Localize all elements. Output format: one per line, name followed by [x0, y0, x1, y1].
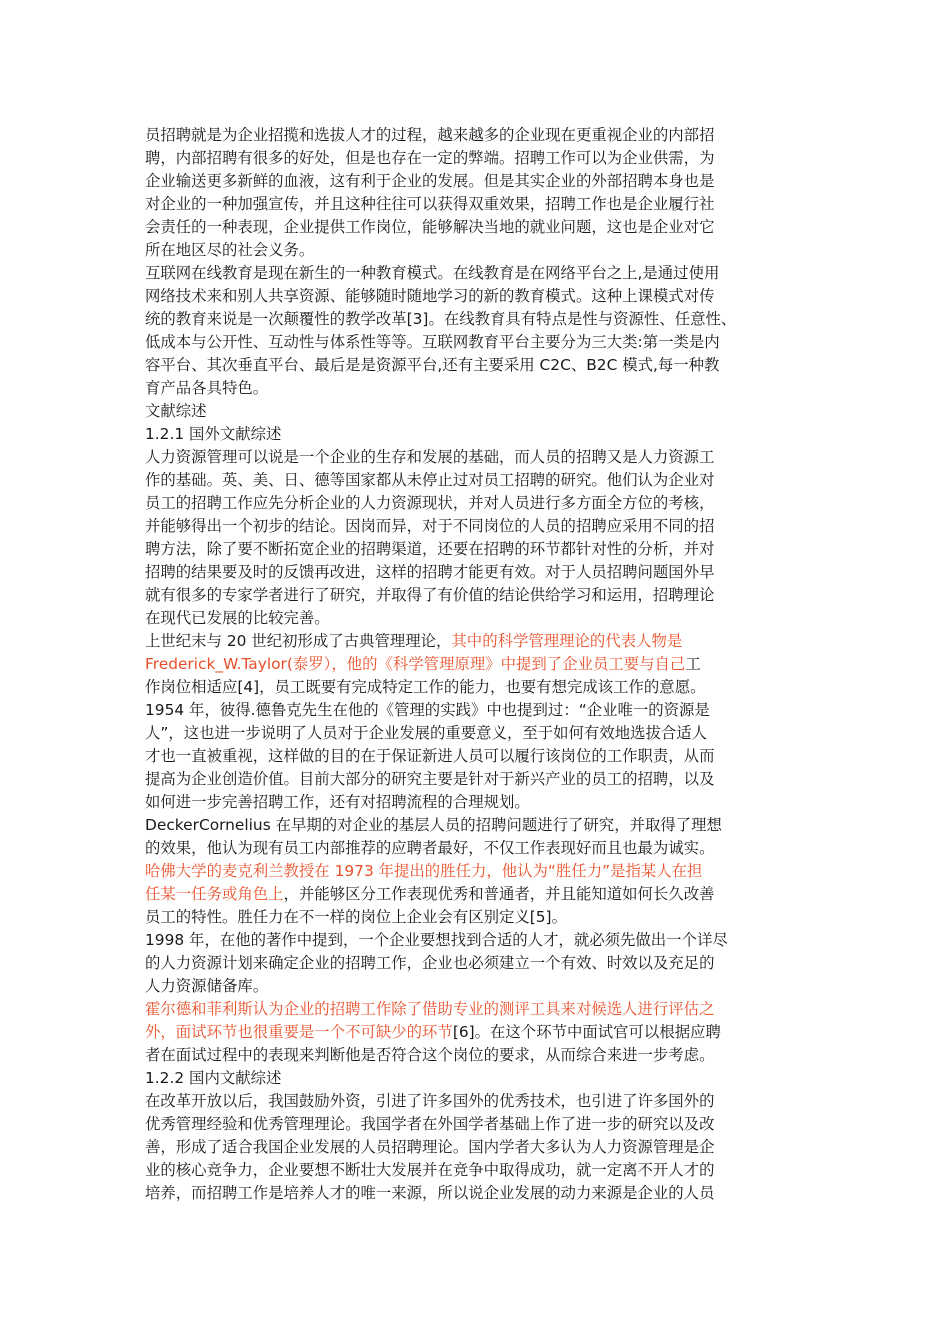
- body-text: 聘，内部招聘有很多的好处，但是也存在一定的弊端。招聘工作可以为企业供需，为: [145, 149, 715, 167]
- highlighted-text: 霍尔德和菲利斯认为企业的招聘工作除了借助专业的测评工具来对候选人进行评估之: [145, 1000, 715, 1018]
- text-line: [145, 906, 807, 929]
- text-line: [145, 354, 807, 377]
- body-text: 优秀管理经验和优秀管理理论。我国学者在外国学者基础上作了进一步的研究以及改: [145, 1115, 715, 1133]
- text-line: [145, 1044, 807, 1067]
- text-line: [145, 722, 807, 745]
- body-text: 会责任的一种表现，企业提供工作岗位，能够解决当地的就业问题，这也是企业对它: [145, 218, 715, 236]
- body-text: 培养，而招聘工作是培养人才的唯一来源，所以说企业发展的动力来源是企业的人员: [145, 1184, 715, 1202]
- text-line: [145, 814, 807, 837]
- body-text: 上世纪末与 20 世纪初形成了古典管理理论，: [145, 632, 452, 650]
- body-text: 如何进一步完善招聘工作，还有对招聘流程的合理规划。: [145, 793, 530, 811]
- body-text: DeckerCornelius 在早期的对企业的基层人员的招聘问题进行了研究，并取得了理想: [145, 816, 722, 834]
- text-line: [145, 124, 807, 147]
- text-line: [145, 584, 807, 607]
- body-text: 互联网在线教育是现在新生的一种教育模式。在线教育是在网络平台之上,是通过使用: [145, 264, 720, 282]
- body-text: 统的教育来说是一次颠覆性的教学改革[3]。在线教育具有特点是性与资源性、任意性、: [145, 310, 737, 328]
- body-text: 所在地区尽的社会义务。: [145, 241, 315, 259]
- document-page: [145, 124, 807, 1205]
- text-line: [145, 446, 807, 469]
- body-text: 员工的特性。胜任力在不一样的岗位上企业会有区别定义[5]。: [145, 908, 567, 926]
- text-line: [145, 377, 807, 400]
- text-line: [145, 1113, 807, 1136]
- body-text: 善，形成了适合我国企业发展的人员招聘理论。国内学者大多认为人力资源管理是企: [145, 1138, 715, 1156]
- body-text: 并能够得出一个初步的结论。因岗而异，对于不同岗位的人员的招聘应采用不同的招: [145, 517, 715, 535]
- body-text: 就有很多的专家学者进行了研究，并取得了有价值的结论供给学习和运用，招聘理论: [145, 586, 715, 604]
- highlighted-text: 任某一任务或角色上: [145, 885, 284, 903]
- body-text: 在现代已发展的比较完善。: [145, 609, 330, 627]
- text-line: [145, 308, 807, 331]
- body-text: 容平台、其次垂直平台、最后是是资源平台,还有主要采用 C2C、B2C 模式,每一种教: [145, 356, 720, 374]
- text-line: [145, 1182, 807, 1205]
- body-text: 作的基础。英、美、日、德等国家都从未停止过对员工招聘的研究。他们认为企业对: [145, 471, 715, 489]
- body-text: 员工的招聘工作应先分析企业的人力资源现状，并对人员进行多方面全方位的考核，: [145, 494, 715, 512]
- text-line: [145, 883, 807, 906]
- text-line: [145, 745, 807, 768]
- body-text: 人”，这也进一步说明了人员对于企业发展的重要意义，至于如何有效地选拔合适人: [145, 724, 708, 742]
- text-line: [145, 929, 807, 952]
- text-line: [145, 285, 807, 308]
- highlighted-text: Frederick_W.Taylor(泰罗），他的《科学管理原理》中提到了企业员工要与自己: [145, 655, 686, 673]
- text-line: [145, 262, 807, 285]
- body-text: 1.2.1 国外文献综述: [145, 425, 282, 443]
- text-line: [145, 699, 807, 722]
- text-line: [145, 515, 807, 538]
- body-text: 1998 年，在他的著作中提到，一个企业要想找到合适的人才，就必须先做出一个详尽: [145, 931, 728, 949]
- text-line: [145, 998, 807, 1021]
- text-line: [145, 860, 807, 883]
- text-line: [145, 607, 807, 630]
- body-text: 人力资源储备库。: [145, 977, 269, 995]
- text-line: [145, 239, 807, 262]
- body-text: [6]。在这个环节中面试官可以根据应聘: [452, 1023, 721, 1041]
- text-line: [145, 538, 807, 561]
- text-line: [145, 676, 807, 699]
- body-text: 业的核心竞争力，企业要想不断壮大发展并在竞争中取得成功，就一定离不开人才的: [145, 1161, 715, 1179]
- body-text: 1.2.2 国内文献综述: [145, 1069, 282, 1087]
- body-text: 作岗位相适应[4]，员工既要有完成特定工作的能力，也要有想完成该工作的意愿。: [145, 678, 706, 696]
- highlighted-text: 其中的科学管理理论的代表人物是: [451, 632, 683, 650]
- body-text: 聘方法，除了要不断拓宽企业的招聘渠道，还要在招聘的环节都针对性的分析，并对: [145, 540, 715, 558]
- highlighted-text: 哈佛大学的麦克利兰教授在 1973 年提出的胜任力，他认为“胜任力”是指某人在担: [145, 862, 703, 880]
- text-line: [145, 492, 807, 515]
- body-text: 企业输送更多新鲜的血液，这有利于企业的发展。但是其实企业的外部招聘本身也是: [145, 172, 715, 190]
- text-line: [145, 952, 807, 975]
- body-text: 招聘的结果要及时的反馈再改进，这样的招聘才能更有效。对于人员招聘问题国外早: [145, 563, 715, 581]
- body-text: 文献综述: [145, 402, 207, 420]
- text-line: [145, 1090, 807, 1113]
- body-text: 提高为企业创造价值。目前大部分的研究主要是针对于新兴产业的员工的招聘，以及: [145, 770, 715, 788]
- text-line: [145, 423, 807, 446]
- body-text: 网络技术来和别人共享资源、能够随时随地学习的新的教育模式。这种上课模式对传: [145, 287, 715, 305]
- text-line: [145, 1067, 807, 1090]
- body-text: 1954 年，彼得.德鲁克先生在他的《管理的实践》中也提到过：“企业唯一的资源是: [145, 701, 710, 719]
- text-line: [145, 653, 807, 676]
- body-text: 育产品各具特色。: [145, 379, 269, 397]
- body-text: ，并能够区分工作表现优秀和普通者，并且能知道如何长久改善: [283, 885, 715, 903]
- body-text: 员招聘就是为企业招揽和选拔人才的过程，越来越多的企业现在更重视企业的内部招: [145, 126, 715, 144]
- text-line: [145, 331, 807, 354]
- body-text: 在改革开放以后，我国鼓励外资，引进了许多国外的优秀技术，也引进了许多国外的: [145, 1092, 715, 1110]
- text-line: [145, 193, 807, 216]
- text-line: [145, 216, 807, 239]
- text-line: [145, 147, 807, 170]
- text-line: [145, 1021, 807, 1044]
- text-line: [145, 791, 807, 814]
- body-text: 对企业的一种加强宣传，并且这种往往可以获得双重效果，招聘工作也是企业履行社: [145, 195, 715, 213]
- body-text: 的效果，他认为现有员工内部推荐的应聘者最好，不仅工作表现好而且也最为诚实。: [145, 839, 715, 857]
- text-line: [145, 170, 807, 193]
- text-line: [145, 837, 807, 860]
- body-text: 人力资源管理可以说是一个企业的生存和发展的基础，而人员的招聘又是人力资源工: [145, 448, 715, 466]
- highlighted-text: 外，面试环节也很重要是一个不可缺少的环节: [145, 1023, 453, 1041]
- body-text: 的人力资源计划来确定企业的招聘工作，企业也必须建立一个有效、时效以及充足的: [145, 954, 715, 972]
- text-line: [145, 561, 807, 584]
- text-line: [145, 975, 807, 998]
- text-line: [145, 768, 807, 791]
- body-text: 者在面试过程中的表现来判断他是否符合这个岗位的要求，从而综合来进一步考虑。: [145, 1046, 715, 1064]
- text-line: [145, 1159, 807, 1182]
- body-text: 才也一直被重视，这样做的目的在于保证新进人员可以履行该岗位的工作职责，从而: [145, 747, 715, 765]
- text-line: [145, 400, 807, 423]
- body-text: 工: [685, 655, 701, 673]
- text-line: [145, 1136, 807, 1159]
- text-line: [145, 469, 807, 492]
- text-line: [145, 630, 807, 653]
- body-text: 低成本与公开性、互动性与体系性等等。互联网教育平台主要分为三大类:第一类是内: [145, 333, 720, 351]
